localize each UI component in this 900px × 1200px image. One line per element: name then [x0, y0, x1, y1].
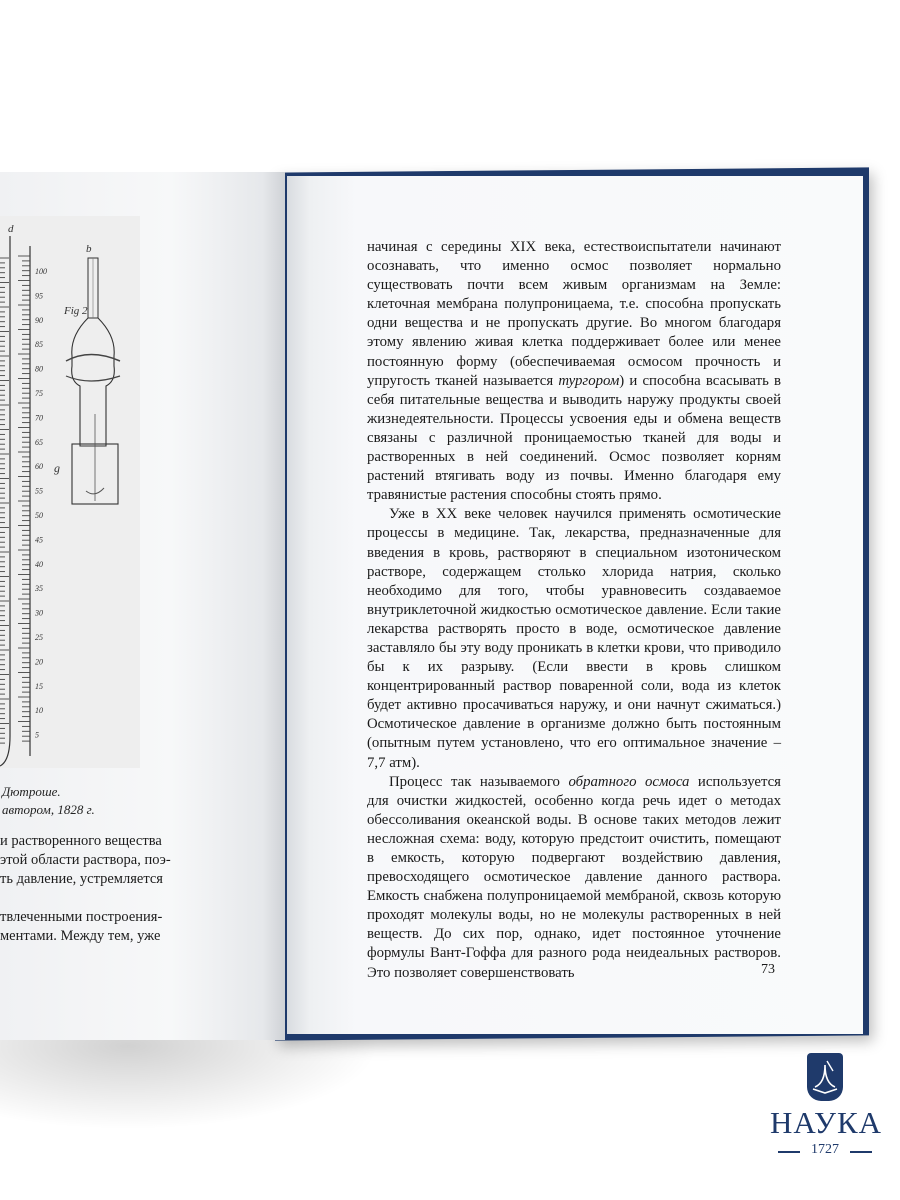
scale-label: 45: [35, 535, 43, 545]
scale-label: 55: [35, 486, 43, 496]
left-text-line: ментами. Между тем, уже: [0, 928, 161, 944]
text-run: начиная с середины XIX века, естествоиспытатели начинают осознавать, что именно осмос позволяет нормально существовать почти всем живым организмам на Земле: клеточная мембрана полупроницаема, т.е. способна пропускать одни вещества и не пропускать другие. Во многом благодаря этому явлению живая клетка поддерживает более или менее постоянную форму (обеспечиваемая осмосом прочность и упругость тканей называется: [367, 239, 781, 389]
publisher-logo: [770, 1053, 883, 1173]
scale-label: 20: [35, 657, 43, 667]
scale-label: 80: [35, 364, 43, 374]
scale-label: 100: [35, 267, 47, 276]
right-page: [287, 176, 863, 1034]
paragraph: [367, 773, 781, 983]
scale-label: 30: [35, 608, 43, 618]
logo-divider: [850, 1151, 872, 1153]
scale-label: 35: [35, 584, 43, 594]
left-text-line: и растворенного вещества: [0, 833, 162, 849]
label-d: d: [8, 223, 14, 235]
scale-label: 40: [35, 559, 43, 569]
text-run: ) и способна всасывать в себя питательные вещества и выводить наружу продукты своей жизнедеятельности. Процессы усвоения еды и обмена веществ связаны с различной проницаемостью тканей для воды и растворенных в ней соединений. Осмос позволяет корням растений втягивать воду из почвы. Именно благодаря ему травянистые растения способны стоять прямо.: [367, 372, 781, 504]
scale-label: 70: [35, 413, 43, 423]
scale-label: 75: [35, 389, 43, 398]
scale-label: 60: [35, 462, 43, 472]
label-fig: Fig 2: [64, 305, 88, 317]
text-run: Процесс так называемого: [389, 773, 569, 790]
paragraph: [367, 238, 781, 505]
left-page: [0, 172, 285, 1040]
scale-label: 15: [35, 681, 43, 691]
osmometer-illustration: [0, 216, 140, 768]
scale-label: 95: [35, 291, 43, 301]
text-run: Уже в XX веке человек научился применять осмотические процессы в медицине. Так, лекарства, предназначенные для введения в кровь, растворяют в специальном изотоническом растворе, содержащем столько хлорида натрия, сколько необходимо для того, чтобы уравновесить создаваемое внутриклеточной жидкостью осмотическое давление. Если такие лекарства растворять просто в воде, осмотическое давление заставляло бы эту воду проникать в клетки крови, что приводило бы к их разрыву. (Если ввести в кровь слишком концентрированный раствор поваренной соли, вода из клеток будет активно просачиваться наружу, и они начнут сжиматься.) Осмотическое давление в организме должно быть постоянным (опытным путем установлено, что его оптимальное значение – 7,7 атм).: [367, 506, 781, 771]
scale-label: 90: [35, 315, 43, 325]
body-text: [367, 238, 781, 983]
italic-term: тургором: [558, 372, 620, 389]
left-text-line: этой области раствора, поэ-: [0, 852, 171, 868]
scale-label: 50: [35, 511, 43, 520]
label-g: g: [54, 461, 60, 475]
text-run: используется для очистки жидкостей, особенно когда речь идет о методах обессоливания океанской воды. В основе таких методов лежит несложная схема: воду, которую предстоит очистить, помещают в емкость, которую подвергают воздействию давления, превосходящего осмотическое давление данного раствора. Емкость снабжена полупроницаемой мембраной, сквозь которую проходят молекулы воды, но не молекулы растворенных в ней веществ. До сих пор, однако, идет постоянное уточнение формулы Вант-Гоффа для разного рода неидеальных растворов. Это позволяет совершенствовать: [367, 773, 781, 981]
scale-label: 10: [35, 706, 43, 716]
scale-label: 5: [35, 730, 39, 740]
paragraph: [367, 505, 781, 772]
scale-label: 85: [35, 340, 43, 350]
book-emblem-icon: [807, 1053, 843, 1101]
figure-caption-line-1: Дютроше.: [2, 784, 61, 799]
left-text-line: твлеченными построения-: [0, 909, 163, 925]
scale-label: 25: [35, 633, 43, 642]
logo-title: НАУКА: [770, 1105, 883, 1140]
logo-year: 1727: [811, 1142, 839, 1157]
label-b: b: [86, 243, 92, 255]
page-number: 73: [761, 962, 775, 977]
figure-osmometer: [0, 216, 140, 768]
left-text-line: ть давление, устремляется: [0, 871, 163, 887]
scale-label: 65: [35, 437, 43, 447]
italic-term: обратного осмоса: [568, 773, 690, 790]
figure-caption-line-2: автором, 1828 г.: [2, 802, 95, 817]
